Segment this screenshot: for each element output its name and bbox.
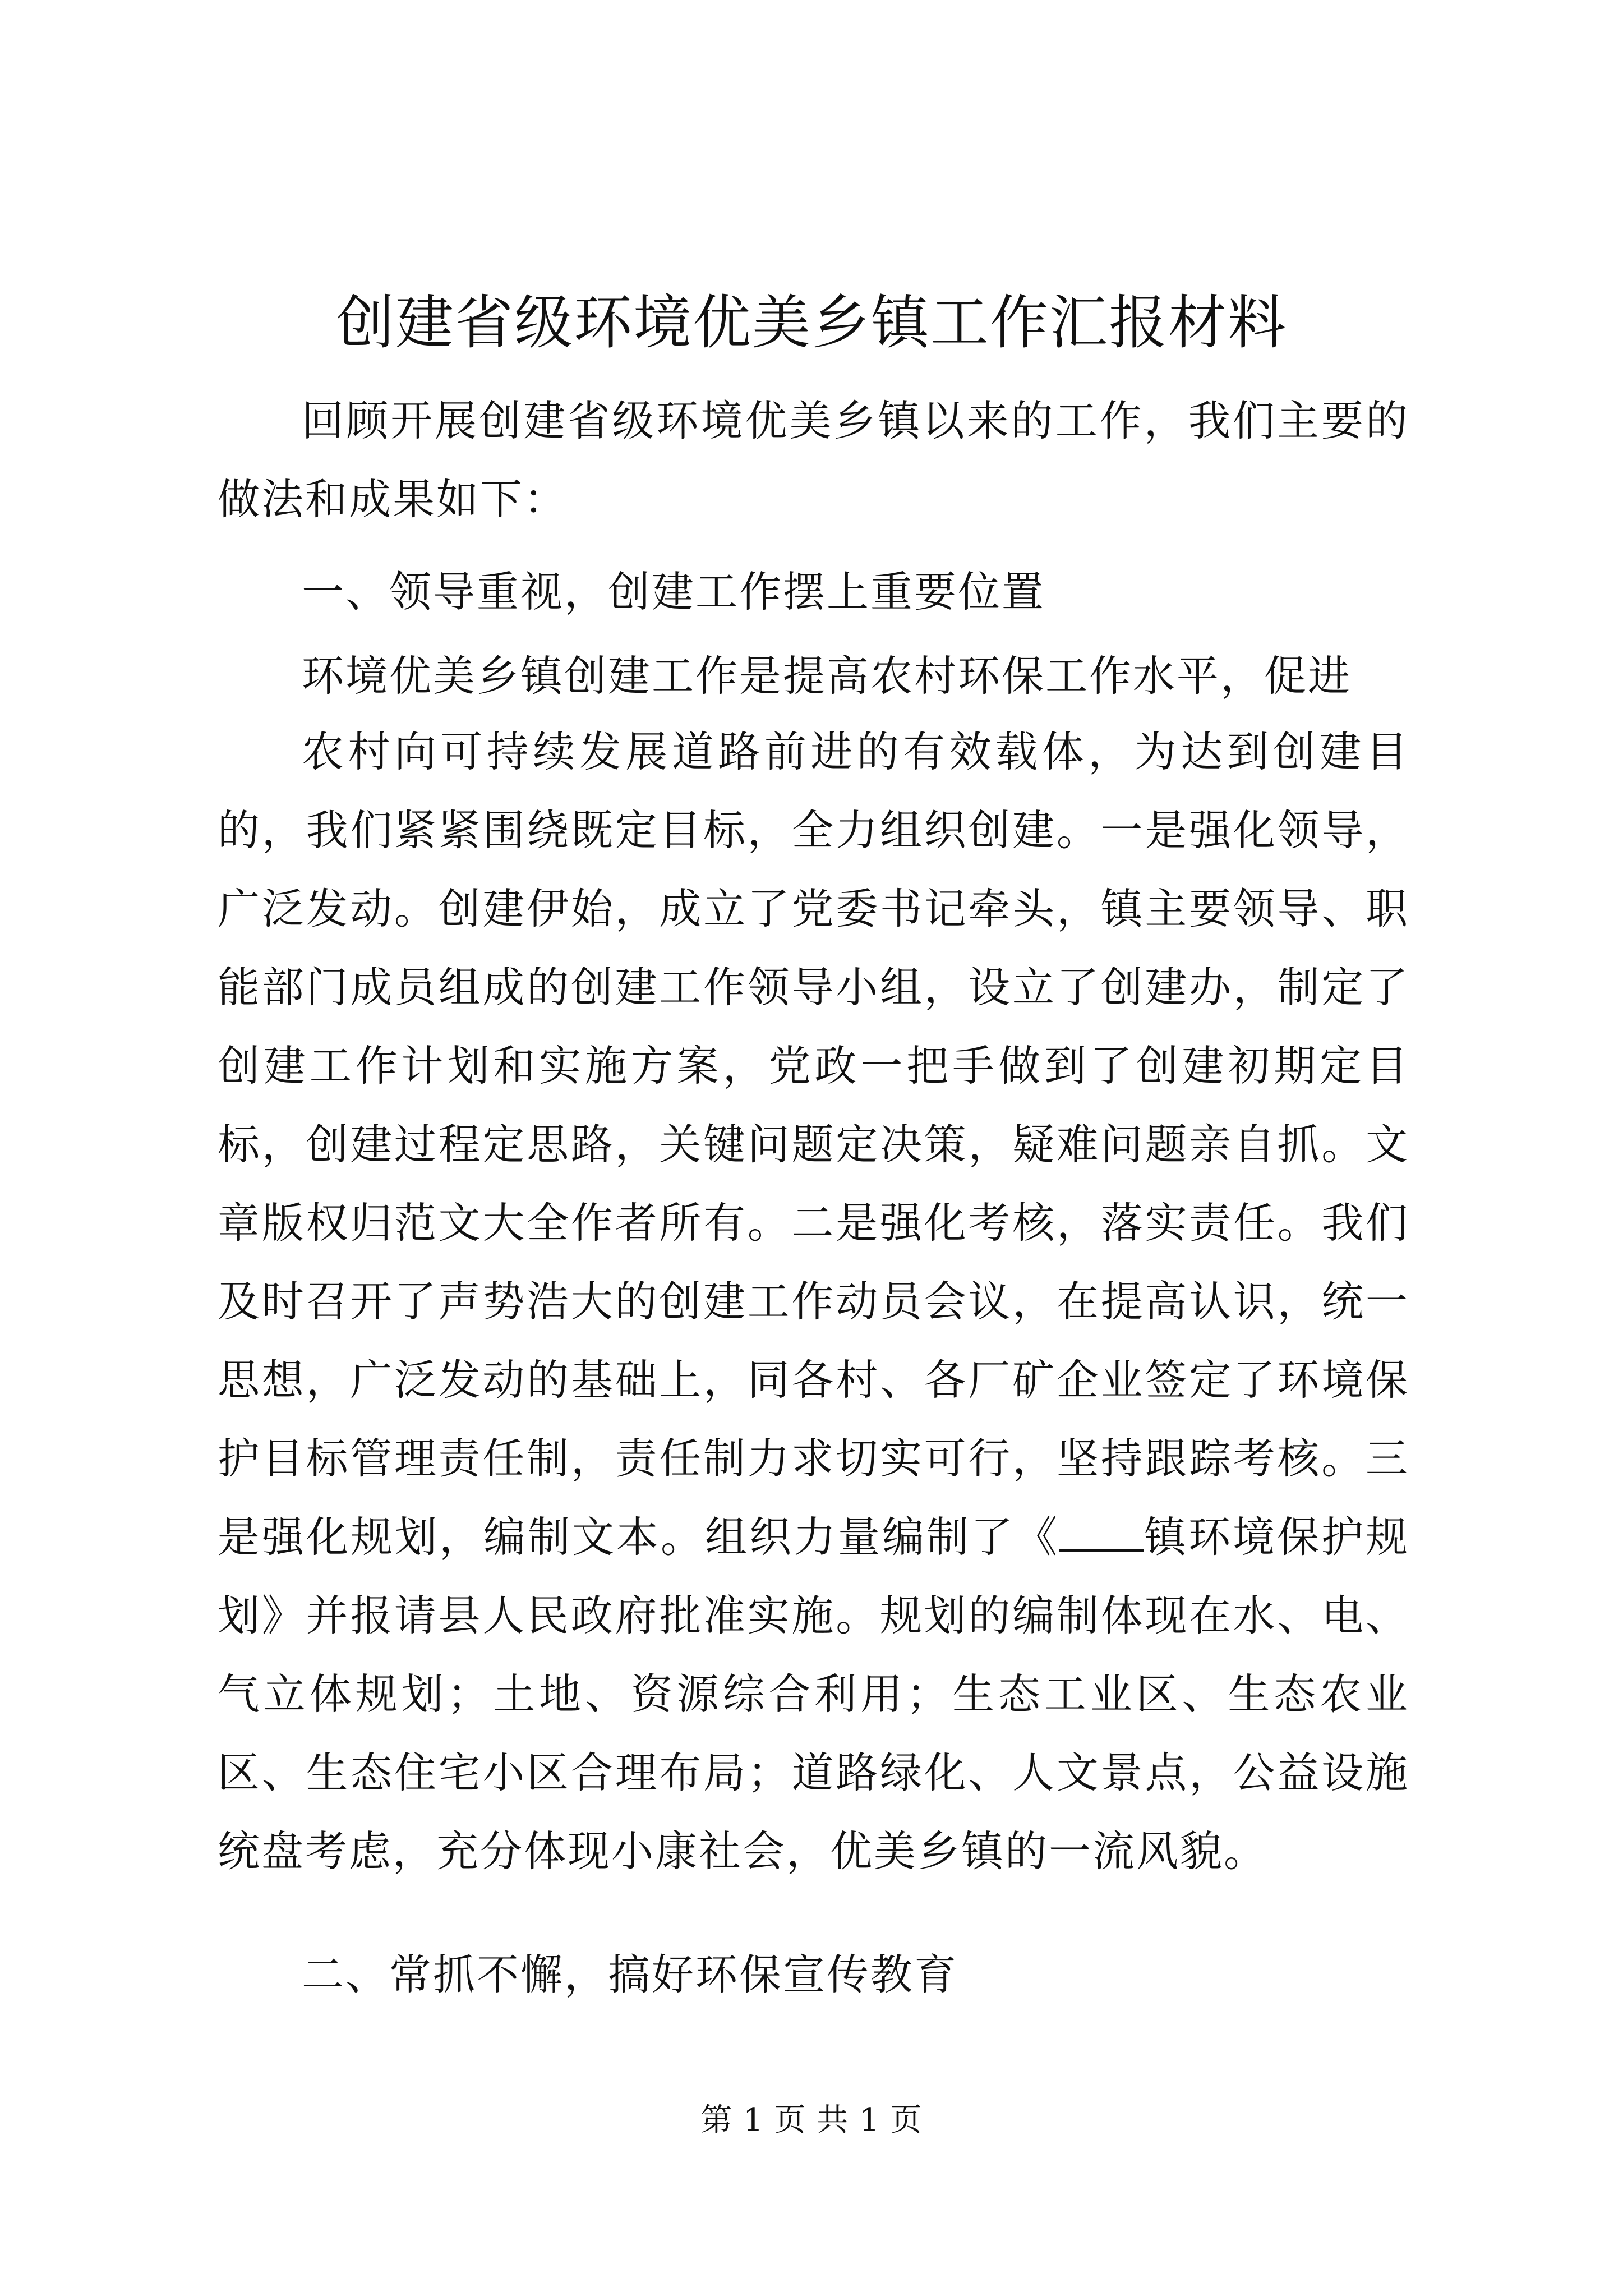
paragraph-intro: 回顾开展创建省级环境优美乡镇以来的工作，我们主要的做法和成果如下： [218, 396, 1409, 524]
page-footer: 第 1 页 共 1 页 [700, 2102, 923, 2138]
section-heading-1: 一、领导重视，创建工作摆上重要位置 [302, 567, 1046, 616]
document-title: 创建省级环境优美乡镇工作汇报材料 [335, 288, 1287, 357]
section-heading-2: 二、常抓不懈，搞好环保宣传教育 [302, 1950, 958, 1999]
paragraph-section-1-body [218, 712, 1409, 1890]
blank-underline [1059, 1516, 1144, 1552]
paragraph-section-1-body-text-continued: 镇环境保护规划》并报请县人民政府批准实施。规划的编制体现在水、电、气立体规划；土地、资源综合利用；生态工业区、生态农业区、生态住宅小区合理布局；道路绿化、人文景点，公益设施统盘考虑，充分体现小康社会，优美乡镇的一流风貌。 [218, 1512, 1409, 1876]
paragraph-section-1-lead: 环境优美乡镇创建工作是提高农村环保工作水平，促进 [302, 651, 1352, 701]
paragraph-section-1-body-text: 农村向可持续发展道路前进的有效载体，为达到创建目的，我们紧紧围绕既定目标，全力组织创建。一是强化领导，广泛发动。创建伊始，成立了党委书记牵头，镇主要领导、职能部门成员组成的创建工作领导小组，设立了创建办，制定了创建工作计划和实施方案，党政一把手做到了创建初期定目标，创建过程定思路，关键问题定决策，疑难问题亲自抓。文章版权归范文大全作者所有。二是强化考核，落实责任。我们及时召开了声势浩大的创建工作动员会议，在提高认识，统一思想，广泛发动的基础上，同各村、各厂矿企业签定了环境保护目标管理责任制，责任制力求切实可行，坚持跟踪考核。三是强化规划，编制文本。组织力量编制了《 [218, 727, 1409, 1562]
